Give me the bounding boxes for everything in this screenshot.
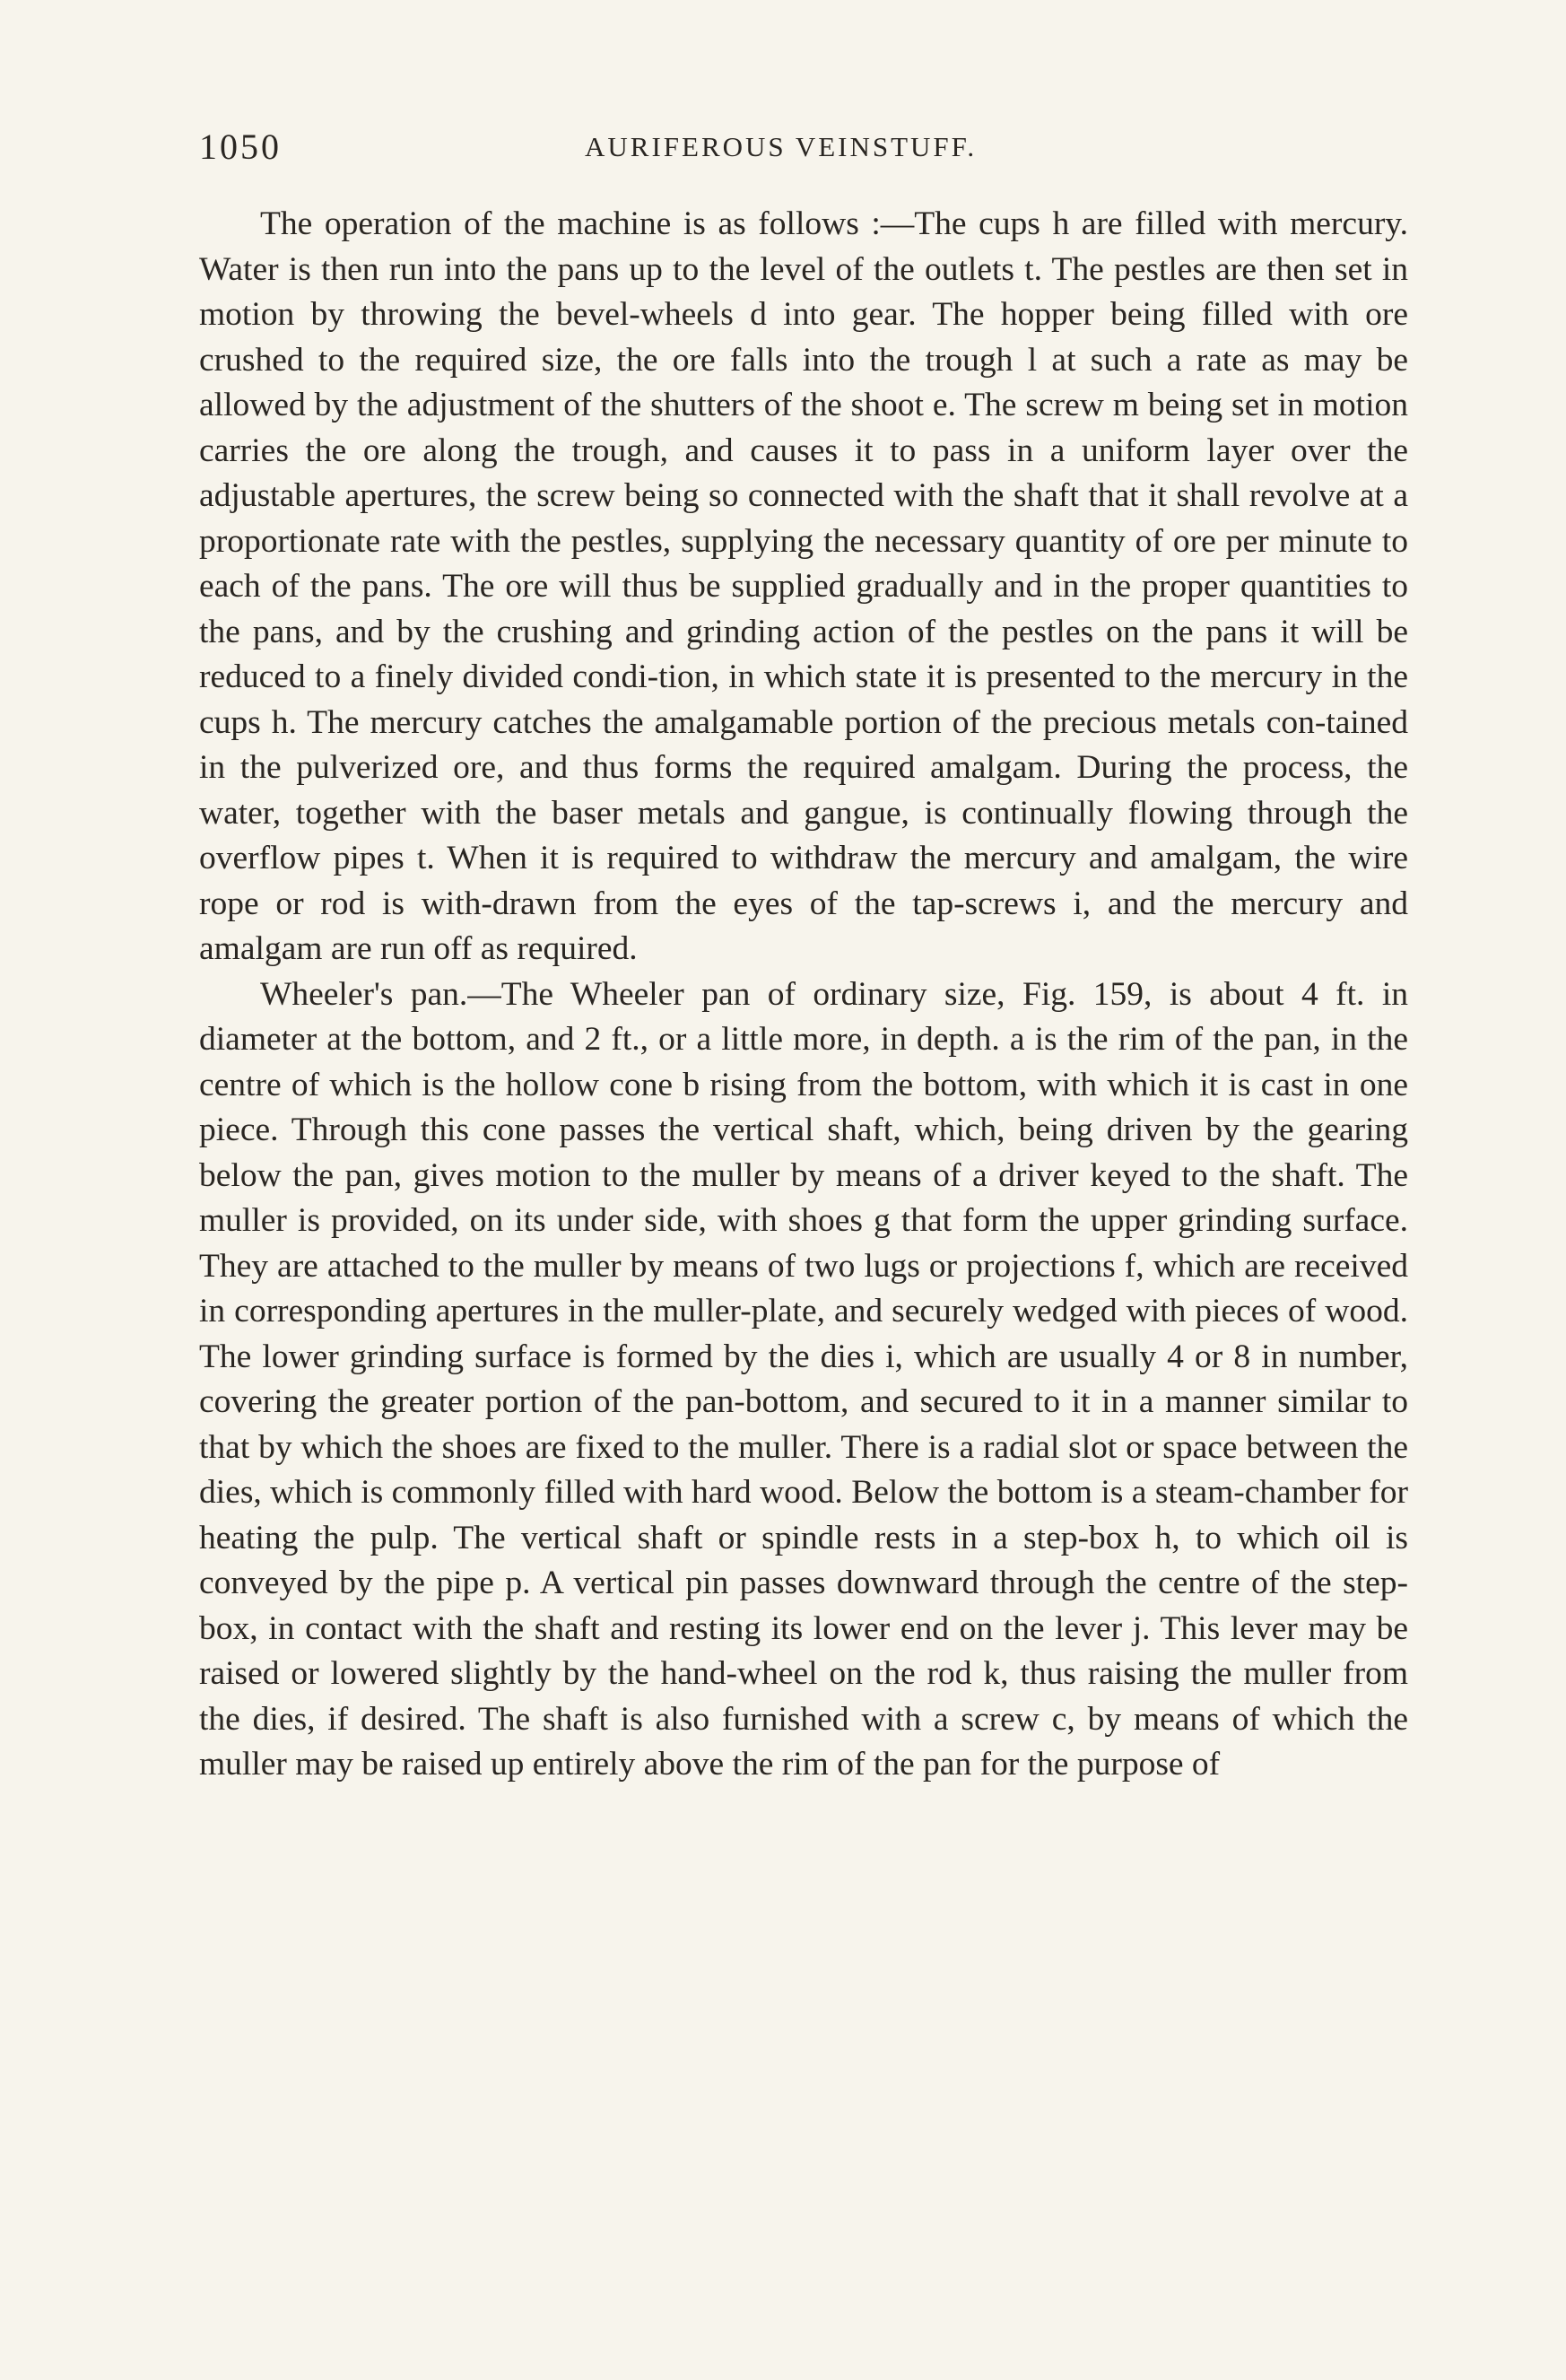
page-number: 1050 <box>199 126 282 167</box>
page-header <box>199 126 1410 179</box>
running-head: AURIFEROUS VEINSTUFF. <box>585 131 978 162</box>
paragraph-wheelers-pan: Wheeler's pan.—The Wheeler pan of ordinary size, Fig. 159, is about 4 ft. in diameter at the bottom, and 2 ft., or a little more, in depth. a is the rim of the pan, in the centre of which is the hollow cone b rising from the bottom, with which it is cast in one piece. Through this cone passes the vertical shaft, which, being driven by the gearing below the pan, gives motion to the muller by means of a driver keyed to the shaft. The muller is provided, on its under side, with shoes g that form the upper grinding surface. They are attached to the muller by means of two lugs or projections f, which are received in corresponding apertures in the muller-plate, and securely wedged with pieces of wood. The lower grinding surface is formed by the dies i, which are usually 4 or 8 in number, covering the greater portion of the pan-bottom, and secured to it in a manner similar to that by which the shoes are fixed to the muller. There is a radial slot or space between the dies, which is commonly filled with hard wood. Below the bottom is a steam-chamber for heating the pulp. The vertical shaft or spindle rests in a step-box h, to which oil is conveyed by the pipe p. A vertical pin passes downward through the centre of the step-box, in contact with the shaft and resting its lower end on the lever j. This lever may be raised or lowered slightly by the hand-wheel on the rod k, thus raising the muller from the dies, if desired. The shaft is also furnished with a screw c, by means of which the muller may be raised up entirely above the rim of the pan for the purpose of <box>199 975 1408 1783</box>
body-text <box>199 202 1408 1788</box>
paragraph-machine-operation: The operation of the machine is as follows :—The cups h are filled with mercury. Water is then run into the pans up to the level of the outlets t. The pestles are then set in motion by throwing the bevel-wheels d into gear. The hopper being filled with ore crushed to the required size, the ore falls into the trough l at such a rate as may be allowed by the adjustment of the shutters of the shoot e. The screw m being set in motion carries the ore along the trough, and causes it to pass in a uniform layer over the adjustable apertures, the screw being so connected with the shaft that it shall revolve at a proportionate rate with the pestles, supplying the necessary quantity of ore per minute to each of the pans. The ore will thus be supplied gradually and in the proper quantities to the pans, and by the crushing and grinding action of the pestles on the pans it will be reduced to a finely divided condi-tion, in which state it is presented to the mercury in the cups h. The mercury catches the amalgamable portion of the precious metals con-tained in the pulverized ore, and thus forms the required amalgam. During the process, the water, together with the baser metals and gangue, is continually flowing through the overflow pipes t. When it is required to withdraw the mercury and amalgam, the wire rope or rod is with-drawn from the eyes of the tap-screws i, and the mercury and amalgam are run off as required. <box>199 205 1408 967</box>
